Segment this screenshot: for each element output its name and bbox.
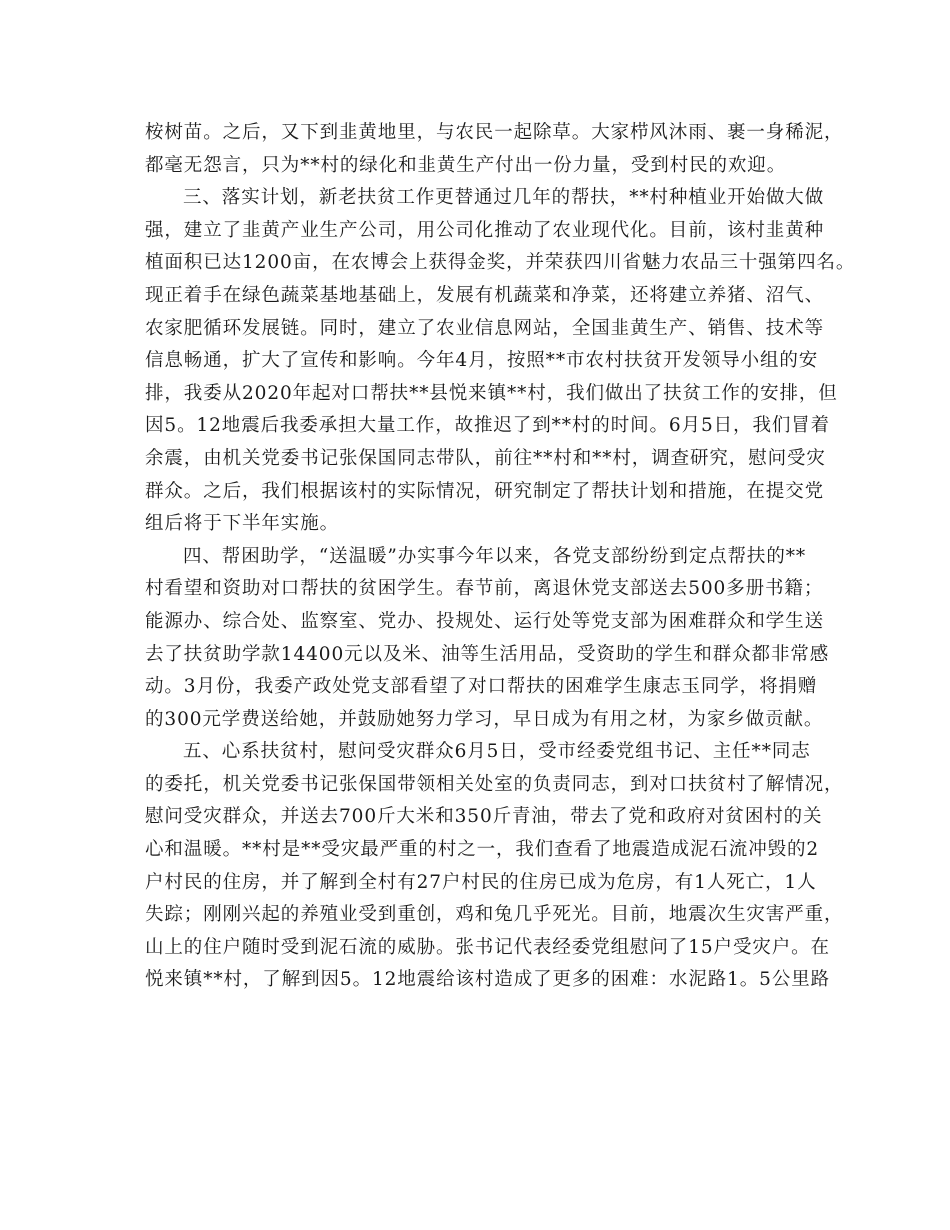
text-line: 植面积已达1200亩，在农博会上获得金奖，并荣获四川省魅力农品三十强第四名。 xyxy=(145,252,856,274)
text-line: 排，我委从2020年起对口帮扶**县悦来镇**村，我们做出了扶贫工作的安排，但 xyxy=(145,382,838,404)
paragraph-start-line: 三、落实计划，新老扶贫工作更替通过几年的帮扶，**村种植业开始做大做 xyxy=(183,187,825,209)
text-line: 农家肥循环发展链。同时，建立了农业信息网站，全国韭黄生产、销售、技术等 xyxy=(145,317,825,339)
text-line: 悦来镇**村，了解到因5。12地震给该村造成了更多的困难：水泥路1。5公里路 xyxy=(145,969,831,991)
text-line: 组后将于下半年实施。 xyxy=(145,513,340,535)
text-line: 能源办、综合处、监察室、党办、投规处、运行处等党支部为困难群众和学生送 xyxy=(145,610,825,632)
text-line: 群众。之后，我们根据该村的实际情况，研究制定了帮扶计划和措施，在提交党 xyxy=(145,480,825,502)
text-line: 去了扶贫助学款14400元以及米、油等生活用品，受资助的学生和群众都非常感 xyxy=(145,643,830,665)
text-line: 强，建立了韭黄产业生产公司，用公司化推动了农业现代化。目前，该村韭黄种 xyxy=(145,219,825,241)
text-line: 慰问受灾群众，并送去700斤大米和350斤青油，带去了党和政府对贫困村的关 xyxy=(145,806,823,828)
text-line: 户村民的住房，并了解到全村有27户村民的住房已成为危房，有1人死亡，1人 xyxy=(145,871,817,893)
text-line: 桉树苗。之后，又下到韭黄地里，与农民一起除草。大家栉风沐雨、裹一身稀泥， xyxy=(145,122,844,143)
text-line: 的300元学费送给她，并鼓励她努力学习，早日成为有用之材，为家乡做贡献。 xyxy=(145,708,824,730)
paragraph-start-line: 五、心系扶贫村，慰问受灾群众6月5日，受市经委党组书记、主任**同志 xyxy=(183,741,811,763)
text-line: 心和温暖。**村是**受灾最严重的村之一，我们查看了地震造成泥石流冲毁的2 xyxy=(145,839,820,861)
document-page xyxy=(145,117,856,997)
text-line: 失踪；刚刚兴起的养殖业受到重创，鸡和兔几乎死光。目前，地震次生灾害严重， xyxy=(145,904,844,926)
text-line: 动。3月份，我委产政处党支部看望了对口帮扶的困难学生康志玉同学，将捐赠 xyxy=(145,676,818,698)
text-line: 因5。12地震后我委承担大量工作，故推迟了到**村的时间。6月5日，我们冒着 xyxy=(145,415,831,437)
paragraph-start-line: 四、帮困助学，“送温暖”办实事今年以来，各党支部纷纷到定点帮扶的** xyxy=(183,545,807,567)
text-line: 的委托，机关党委书记张保国带领相关处室的负责同志，到对口扶贫村了解情况， xyxy=(145,773,844,795)
text-line: 信息畅通，扩大了宣传和影响。今年4月，按照**市农村扶贫开发领导小组的安 xyxy=(145,350,819,372)
text-line: 现正着手在绿色蔬菜基地基础上，发展有机蔬菜和净菜，还将建立养猪、沼气、 xyxy=(145,284,825,306)
text-line: 山上的住户随时受到泥石流的威胁。张书记代表经委党组慰问了15户受灾户。在 xyxy=(145,936,830,958)
text-line: 都毫无怨言，只为**村的绿化和韭黄生产付出一份力量，受到村民的欢迎。 xyxy=(145,154,787,176)
text-line: 村看望和资助对口帮扶的贫困学生。春节前，离退休党支部送去500多册书籍； xyxy=(145,578,824,600)
text-line: 余震，由机关党委书记张保国同志带队，前往**村和**村，调查研究，慰问受灾 xyxy=(145,447,826,469)
